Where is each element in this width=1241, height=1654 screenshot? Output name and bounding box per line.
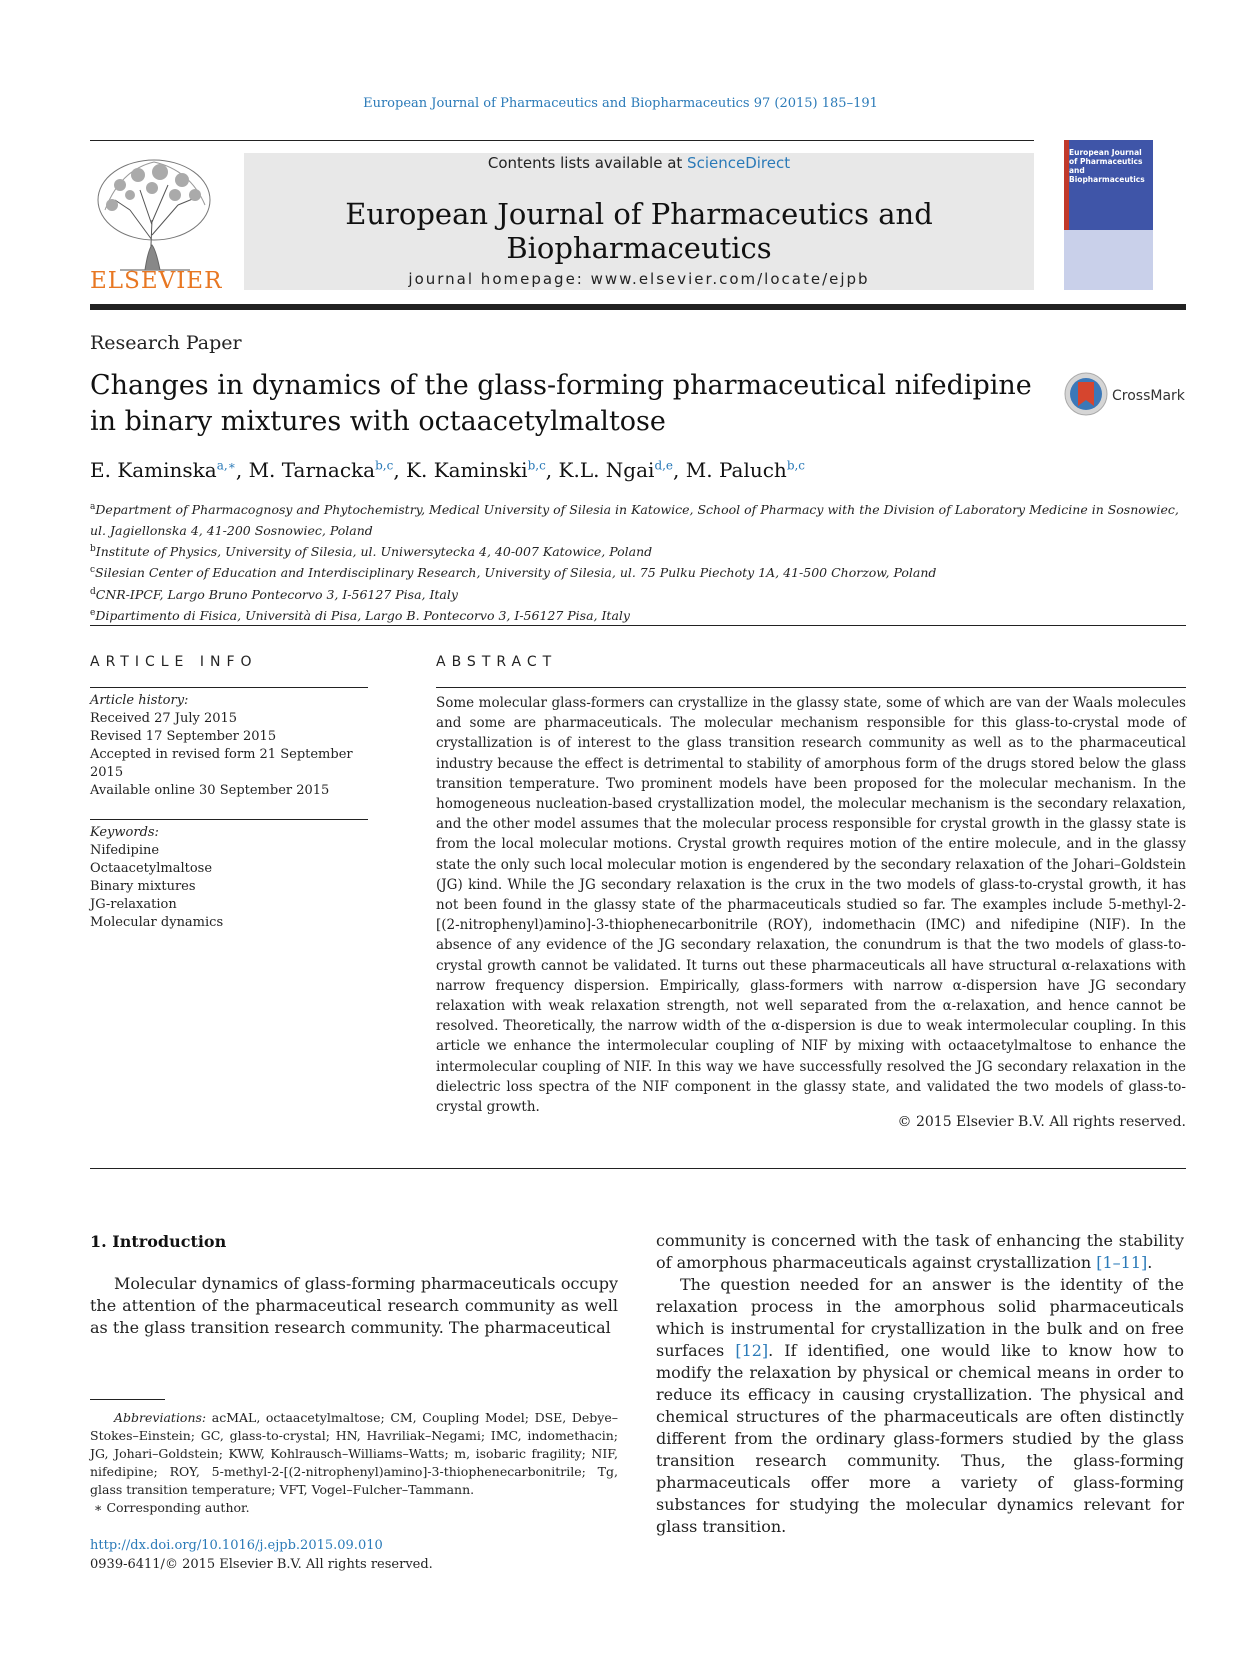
affil-sup: c: [90, 565, 96, 576]
contents-line: [244, 154, 1034, 172]
affiliation: [90, 519, 1190, 540]
footnote-rule: [90, 1399, 165, 1400]
author-affil-sup[interactable]: b,c: [786, 458, 806, 473]
header-thick-rule: [90, 304, 1186, 310]
affil-text: ul. Jagiellonska 4, 41-200 Sosnowiec, Poland: [90, 523, 373, 539]
abbreviations-footnote: [90, 1409, 618, 1499]
citation-link[interactable]: [12]: [735, 1341, 769, 1360]
affil-sup: a: [90, 502, 96, 512]
journal-citation[interactable]: European Journal of Pharmaceutics and Biopharmaceutics 97 (2015) 185–191: [363, 96, 878, 111]
keyword: JG-relaxation: [90, 897, 177, 912]
history-item: 2015: [90, 765, 124, 780]
cover-title: European Journal of Pharmaceutics and Biopharmaceutics: [1069, 148, 1145, 184]
affiliation: [90, 583, 1190, 604]
author-list: [90, 458, 805, 482]
affiliations-rule: [90, 625, 1186, 626]
author-name[interactable]: K. Kaminski: [406, 458, 528, 482]
journal-homepage[interactable]: journal homepage: www.elsevier.com/locate/ejpb: [408, 270, 870, 288]
article-type: Research Paper: [90, 332, 242, 354]
author-affil-sup[interactable]: b,c: [527, 458, 546, 473]
article-info-rule: [90, 687, 368, 688]
history-label: Article history:: [90, 693, 189, 708]
affil-text: Silesian Center of Education and Interdisciplinary Research, University of Silesia, ul. 75 Pulku Piechoty 1A, 41-500 Chorzow, Poland: [95, 565, 937, 581]
author-affil-sup[interactable]: a,∗: [216, 458, 236, 473]
footnotes: [90, 1409, 618, 1517]
author-sep: ,: [673, 458, 686, 482]
affil-text: Dipartimento di Fisica, Università di Pisa, Largo B. Pontecorvo 3, I-56127 Pisa, Italy: [95, 607, 630, 623]
section-heading: 1. Introduction: [90, 1232, 227, 1251]
affiliation: [90, 604, 1190, 625]
abbrev-label: Abbreviations:: [114, 1410, 207, 1425]
abstract-text: Some molecular glass-formers can crystallize in the glassy state, some of which are van der Waals molecules and some are pharmaceuticals. The molecular mechanism responsible for this glass-to-crystal mode of crystallization is of interest to the glass transition research community as well as to the pharmaceutical industry because the effect is detrimental to stability of amorphous form of the drugs stored below the glass transition temperature. Two prominent models have been proposed for the molecular mechanism. In the homogeneous nucleation-based crystallization model, the molecular mechanism is the secondary relaxation, and the other model assumes that the molecular process responsible for crystal growth in the glassy state is from the local molecular motions. Crystal growth requires motion of the entire molecule, and in the glassy state the only such local molecular motion is engendered by the secondary relaxation of the Johari–Goldstein (JG) kind. While the JG secondary relaxation is the crux in the two models of glass-to-crystal growth, it has not been found in the glassy state of the pharmaceuticals studied so far. The examples include 5-methyl-2-[(2-nitrophenyl)amino]-3-thiophenecarbonitrile (ROY), indomethacin (IMC) and nifedipine (NIF). In the absence of any evidence of the JG secondary relaxation, the conundrum is that the two models of glass-to-crystal growth cannot be validated. It turns out these pharmaceuticals all have structural α-relaxations with narrow frequency dispersion. Empirically, glass-formers with narrow α-dispersion have JG secondary relaxation with weak relaxation strength, not well separated from the α-relaxation, and hence cannot be resolved. Theoretically, the narrow width of the α-dispersion is due to weak intermolecular coupling. In this article we enhance the intermolecular coupling of NIF by mixing with octaacetylmaltose to enhance the intermolecular coupling of NIF. In this way we have successfully resolved the JG secondary relaxation in the dielectric loss spectra of the NIF component in the glassy state, and validated the two models of glass-to-crystal growth.: [436, 695, 1186, 1116]
paragraph: [656, 1230, 1184, 1274]
paragraph-text: .: [1147, 1253, 1153, 1272]
keyword: Binary mixtures: [90, 879, 196, 894]
affiliation: [90, 540, 1190, 561]
abstract-heading: ABSTRACT: [436, 654, 558, 670]
affiliation: [90, 498, 1190, 519]
article-title: Changes in dynamics of the glass-forming pharmaceutical nifedipine in binary mixtures with octaacetylmaltose: [90, 370, 1032, 437]
crossmark-label[interactable]: CrossMark: [1112, 388, 1185, 404]
history-item: Revised 17 September 2015: [90, 729, 277, 744]
affil-sup: e: [90, 607, 96, 618]
contents-prefix: Contents lists available at: [487, 154, 688, 172]
article-history: [90, 692, 370, 800]
author-affil-sup[interactable]: b,c: [375, 458, 394, 473]
issn-line: 0939-6411/© 2015 Elsevier B.V. All rights reserved.: [90, 1557, 433, 1572]
abbrev-text: acMAL, octaacetylmaltose; CM, Coupling Model; DSE, Debye–Stokes–Einstein; GC, glass-to-crystal; HN, Havriliak–Negami; IMC, indomethacin; JG, Johari–Goldstein; KWW, Kohlrausch–Williams–Watts; m, isobaric fragility; NIF, nifedipine; ROY, 5-methyl-2-[(2-nitrophenyl)amino]-3-thiophenecarbonitrile; Tg, glass transition temperature; VFT, Vogel–Fulcher–Tammann.: [90, 1410, 618, 1497]
crossmark-icon[interactable]: [1064, 372, 1108, 416]
history-item: Received 27 July 2015: [90, 711, 238, 726]
paragraph-text: . If identified, one would like to know how to modify the relaxation by physical or chemical means in order to reduce its efficacy in causing crystallization. The physical and chemical structures of the pharmaceuticals are often distinctly different from the ordinary glass-formers studied by the glass transition research community. Thus, the glass-forming pharmaceuticals offer more a variety of glass-forming substances for studying the molecular dynamics relevant for glass transition.: [656, 1341, 1184, 1536]
citation-link[interactable]: [1–11]: [1096, 1253, 1148, 1272]
affil-text: CNR-IPCF, Largo Bruno Pontecorvo 3, I-56127 Pisa, Italy: [95, 586, 458, 602]
author-affil-sup[interactable]: d,e: [654, 458, 674, 473]
right-column: [656, 1230, 1184, 1538]
author-name[interactable]: K.L. Ngai: [558, 458, 655, 482]
keywords-label: Keywords:: [90, 825, 159, 840]
paragraph: [656, 1274, 1184, 1538]
author-name[interactable]: M. Paluch: [685, 458, 787, 482]
keywords-rule: [90, 819, 368, 820]
affil-text: Institute of Physics, University of Silesia, ul. Uniwersytecka 4, 40-007 Katowice, Poland: [95, 544, 653, 560]
history-item: Accepted in revised form 21 September: [90, 747, 353, 762]
affil-text: Department of Pharmacognosy and Phytochemistry, Medical University of Silesia in Katowice, School of Pharmacy with the Division of Laboratory Medicine in Sosnowiec,: [95, 502, 1179, 518]
keywords: [90, 824, 370, 932]
affiliations: [90, 498, 1190, 625]
article-info-heading: ARTICLE INFO: [90, 654, 258, 670]
history-item: Available online 30 September 2015: [90, 783, 330, 798]
doi-link[interactable]: http://dx.doi.org/10.1016/j.ejpb.2015.09.010: [90, 1538, 383, 1553]
intro-paragraph: Molecular dynamics of glass-forming pharmaceuticals occupy the attention of the pharmaceutical research community as well as the glass transition research community. The pharmaceutical: [90, 1274, 618, 1337]
author-sep: ,: [545, 458, 559, 482]
abstract-bottom-rule: [90, 1168, 1186, 1169]
abstract-copyright: © 2015 Elsevier B.V. All rights reserved.: [897, 1114, 1186, 1130]
keyword: Molecular dynamics: [90, 915, 224, 930]
journal-cover: [1064, 140, 1153, 290]
keyword: Octaacetylmaltose: [90, 861, 213, 876]
paragraph-text: The question needed for an answer is the identity of the relaxation process in the amorphous solid pharmaceuticals which is instrumental for crystallization in the bulk and on free surfaces: [656, 1275, 1184, 1360]
affiliation: [90, 561, 1190, 582]
sciencedirect-link[interactable]: ScienceDirect: [687, 154, 791, 172]
keyword: Nifedipine: [90, 843, 160, 858]
author-sep: ,: [235, 458, 249, 482]
author-name[interactable]: E. Kaminska: [90, 458, 217, 482]
abstract-rule: [436, 687, 1186, 688]
journal-name: European Journal of Pharmaceutics and Biopharmaceutics: [345, 197, 933, 265]
author-sep: ,: [393, 458, 407, 482]
paragraph-text: community is concerned with the task of enhancing the stability of amorphous pharmaceuticals against crystallization: [656, 1231, 1184, 1272]
affil-sup: b: [90, 544, 96, 555]
publisher-name: ELSEVIER: [90, 268, 223, 294]
affil-sup: d: [90, 586, 96, 597]
header-top-rule: [90, 140, 1034, 141]
corresponding-author-note: ∗ Corresponding author.: [94, 1500, 250, 1515]
cover-lower-panel: [1064, 230, 1153, 290]
author-name[interactable]: M. Tarnacka: [248, 458, 376, 482]
